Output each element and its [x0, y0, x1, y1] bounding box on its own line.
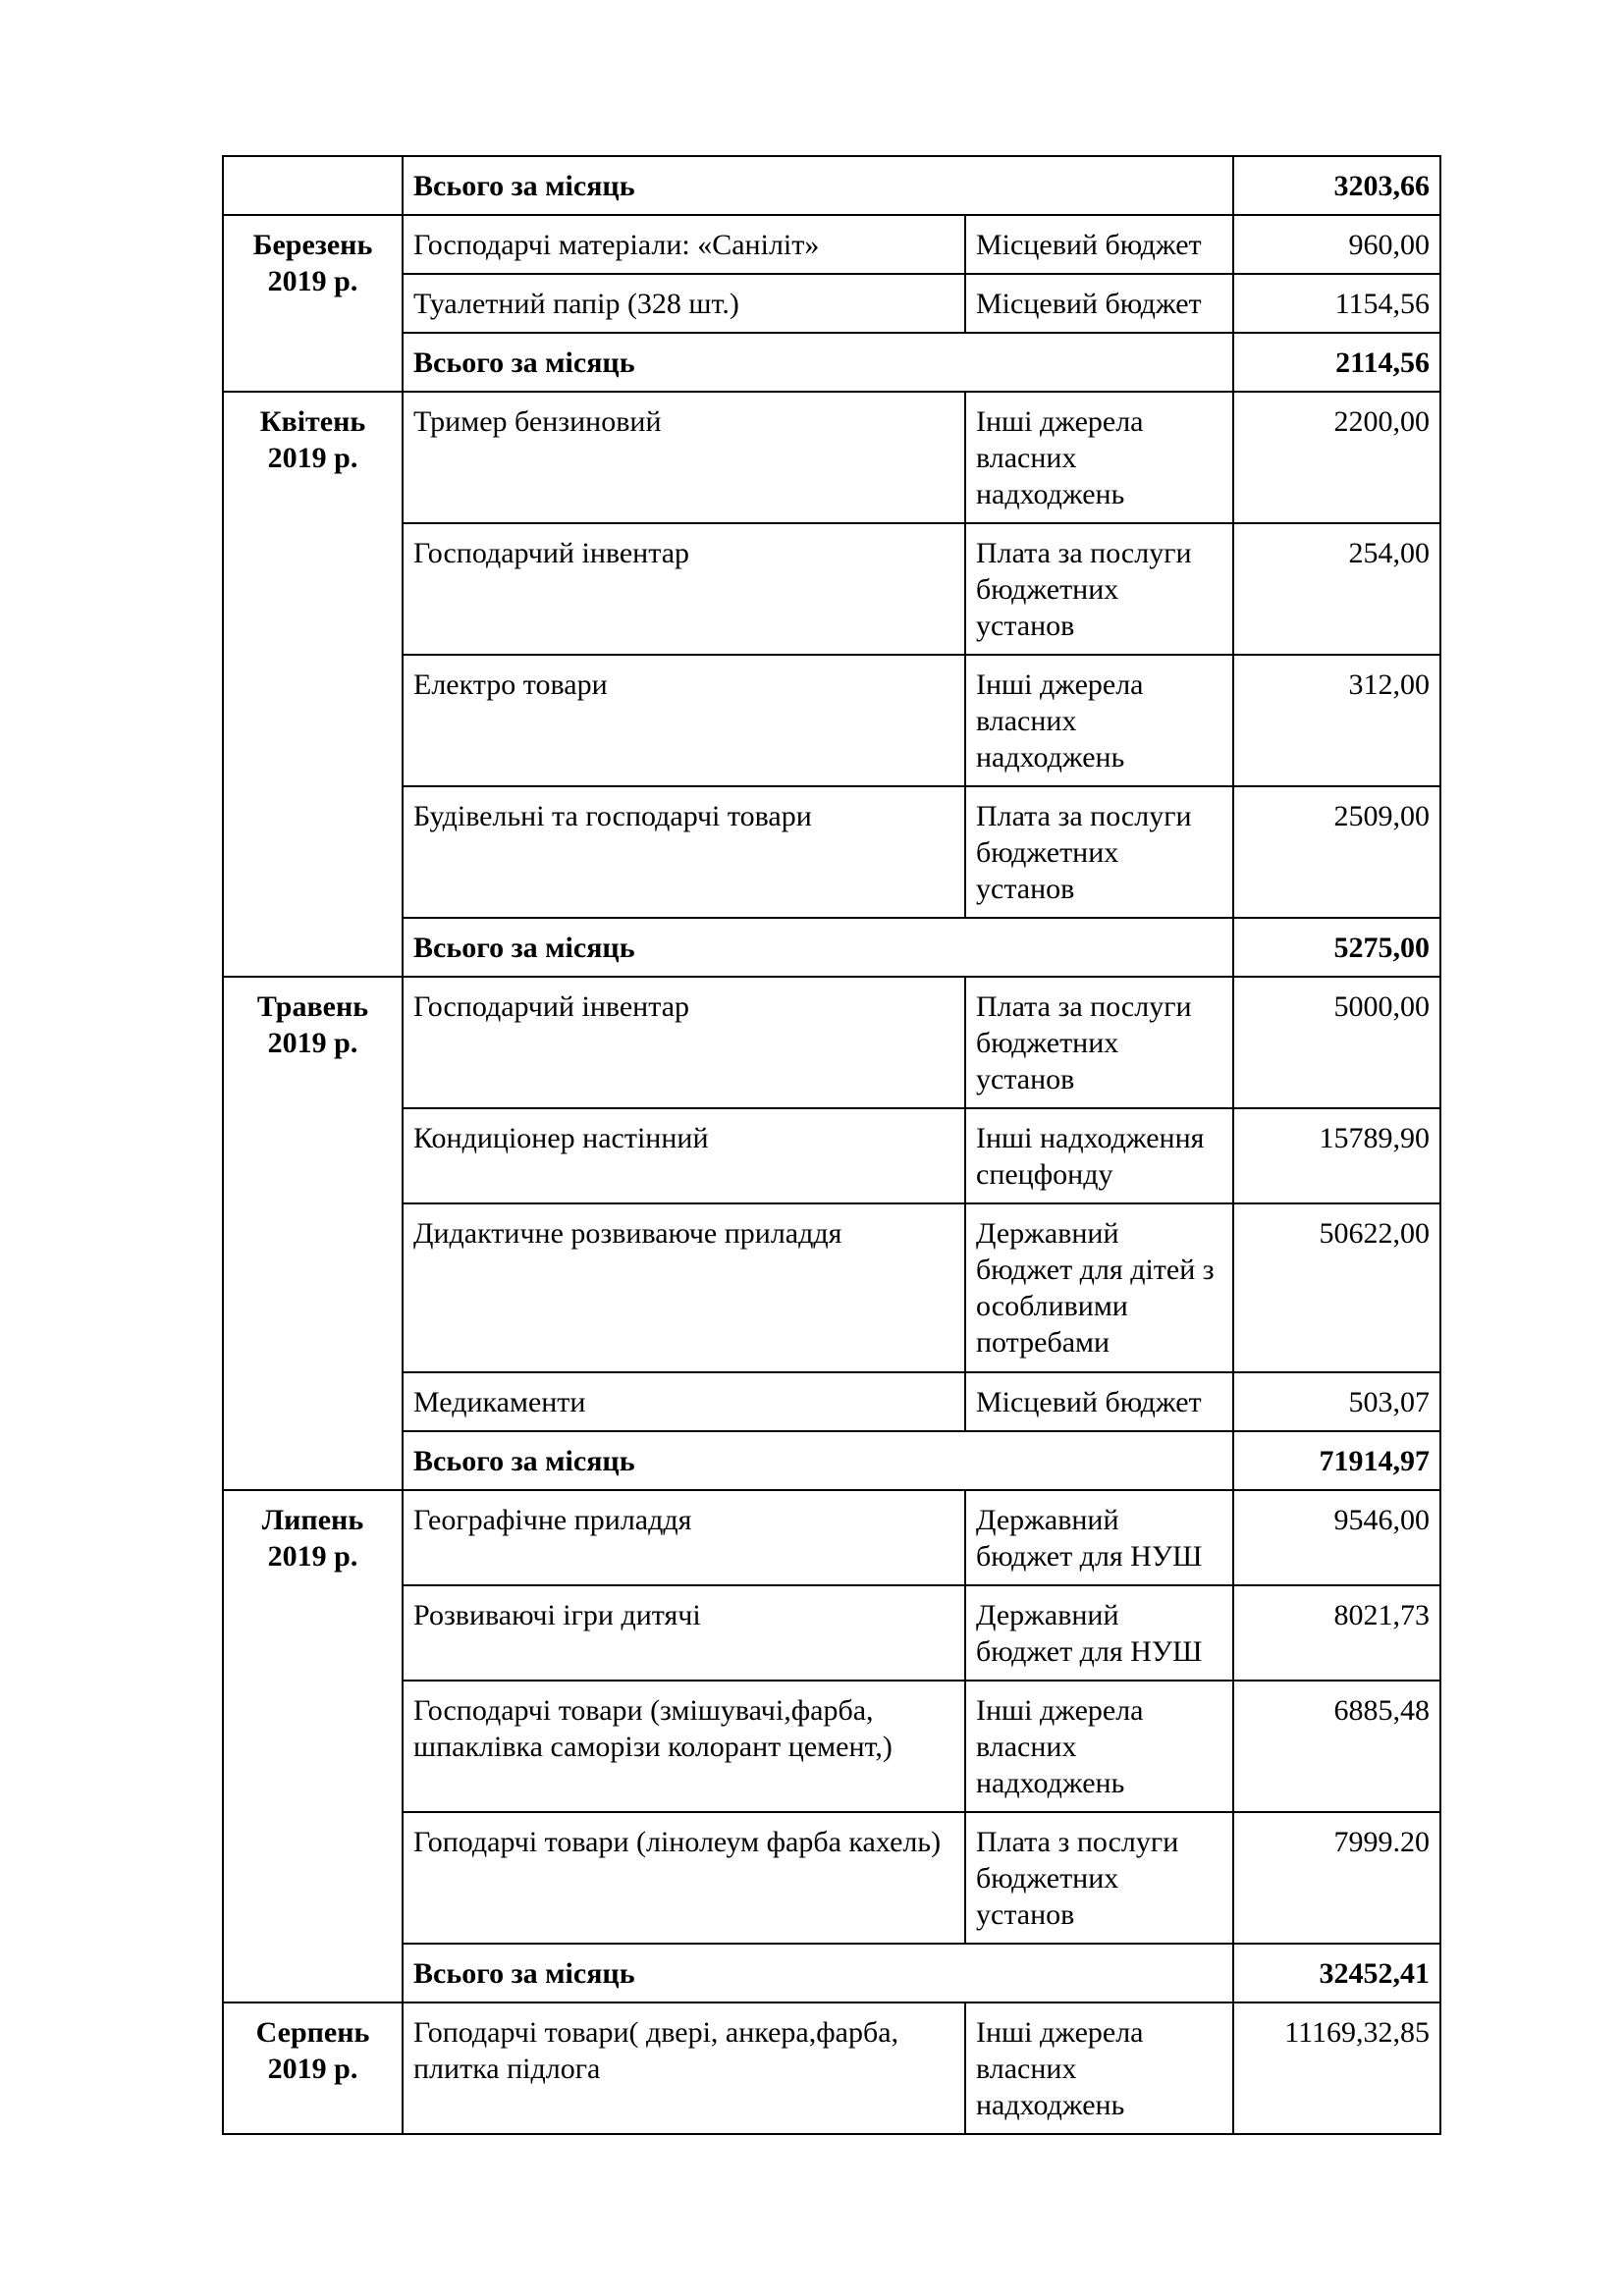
expense-row: [223, 655, 1440, 786]
item-amount: 960,00: [1233, 215, 1440, 274]
expense-row: [223, 1681, 1440, 1812]
item-description: Будівельні та господарчі товари: [403, 786, 965, 918]
expenses-table: [222, 155, 1441, 2135]
item-amount: 503,07: [1233, 1372, 1440, 1431]
item-amount: 7999.20: [1233, 1812, 1440, 1944]
total-amount: 3203,66: [1233, 156, 1440, 215]
item-description: Медикаменти: [403, 1372, 965, 1431]
item-description: Господарчі товари (змішувачі,фарба, шпаклівка саморізи колорант цемент,): [403, 1681, 965, 1812]
month-total-row: [223, 333, 1440, 392]
funding-source: Місцевий бюджет: [965, 274, 1233, 333]
month-total-row: [223, 1944, 1440, 2002]
month-cell: [223, 215, 403, 392]
item-description: Дидактичне розвиваюче приладдя: [403, 1203, 965, 1372]
total-label: Всього за місяць: [403, 1431, 1233, 1490]
month-cell: [223, 1490, 403, 2002]
funding-source: Інші джерела власних надходжень: [965, 2002, 1233, 2134]
expense-row: [223, 392, 1440, 523]
item-description: Гоподарчі товари( двері, анкера,фарба, плитка підлога: [403, 2002, 965, 2134]
funding-source: Державний бюджет для НУШ: [965, 1585, 1233, 1681]
item-amount: 312,00: [1233, 655, 1440, 786]
funding-source: Інші джерела власних надходжень: [965, 1681, 1233, 1812]
funding-source: Плата за послуги бюджетних установ: [965, 786, 1233, 918]
month-total-row: [223, 918, 1440, 977]
month-name: Квітень: [259, 405, 366, 438]
funding-source: Інші джерела власних надходжень: [965, 392, 1233, 523]
expense-row: [223, 1585, 1440, 1681]
expense-row: [223, 786, 1440, 918]
item-description: Кондиціонер настінний: [403, 1108, 965, 1203]
item-description: Тример бензиновий: [403, 392, 965, 523]
total-amount: 32452,41: [1233, 1944, 1440, 2002]
funding-source: Плата з послуги бюджетних установ: [965, 1812, 1233, 1944]
month-year: 2019 р.: [267, 1540, 358, 1573]
item-amount: 254,00: [1233, 523, 1440, 655]
item-amount: 9546,00: [1233, 1490, 1440, 1585]
expense-row: [223, 274, 1440, 333]
expense-row: [223, 2002, 1440, 2134]
month-year: 2019 р.: [267, 1027, 358, 1059]
month-name: Липень: [261, 1504, 364, 1536]
month-cell: [223, 977, 403, 1490]
total-amount: 2114,56: [1233, 333, 1440, 392]
total-label: Всього за місяць: [403, 1944, 1233, 2002]
funding-source: Плата за послуги бюджетних установ: [965, 977, 1233, 1108]
expense-row: [223, 1203, 1440, 1372]
item-amount: 6885,48: [1233, 1681, 1440, 1812]
item-description: Господарчий інвентар: [403, 977, 965, 1108]
expense-row: [223, 1812, 1440, 1944]
expense-row: [223, 1490, 1440, 1585]
expense-row: [223, 1108, 1440, 1203]
funding-source: Місцевий бюджет: [965, 215, 1233, 274]
empty-month-cell: [223, 156, 403, 215]
item-amount: 2200,00: [1233, 392, 1440, 523]
item-amount: 2509,00: [1233, 786, 1440, 918]
expenses-table-body: [223, 156, 1440, 2134]
funding-source: Плата за послуги бюджетних установ: [965, 523, 1233, 655]
funding-source: Інші надходження спецфонду: [965, 1108, 1233, 1203]
item-description: Географічне приладдя: [403, 1490, 965, 1585]
total-amount: 5275,00: [1233, 918, 1440, 977]
item-description: Туалетний папір (328 шт.): [403, 274, 965, 333]
funding-source: Інші джерела власних надходжень: [965, 655, 1233, 786]
month-cell: [223, 2002, 403, 2134]
total-amount: 71914,97: [1233, 1431, 1440, 1490]
item-description: Господарчий інвентар: [403, 523, 965, 655]
month-name: Березень: [252, 229, 373, 261]
item-amount: 15789,90: [1233, 1108, 1440, 1203]
item-description: Гоподарчі товари (лінолеум фарба кахель): [403, 1812, 965, 1944]
item-amount: 11169,32,85: [1233, 2002, 1440, 2134]
item-amount: 1154,56: [1233, 274, 1440, 333]
item-amount: 50622,00: [1233, 1203, 1440, 1372]
total-label: Всього за місяць: [403, 156, 1233, 215]
funding-source: Державний бюджет для НУШ: [965, 1490, 1233, 1585]
funding-source: Місцевий бюджет: [965, 1372, 1233, 1431]
expense-row: [223, 523, 1440, 655]
item-amount: 8021,73: [1233, 1585, 1440, 1681]
expense-row: [223, 977, 1440, 1108]
month-total-row: [223, 1431, 1440, 1490]
item-description: Електро товари: [403, 655, 965, 786]
month-name: Травень: [256, 990, 369, 1023]
expense-row: [223, 215, 1440, 274]
funding-source: Державний бюджет для дітей з особливими потребами: [965, 1203, 1233, 1372]
month-year: 2019 р.: [267, 442, 358, 474]
item-description: Господарчі матеріали: «Саніліт»: [403, 215, 965, 274]
month-year: 2019 р.: [267, 2053, 358, 2085]
item-description: Розвиваючі ігри дитячі: [403, 1585, 965, 1681]
month-cell: [223, 392, 403, 977]
total-label: Всього за місяць: [403, 918, 1233, 977]
month-year: 2019 р.: [267, 265, 358, 297]
month-name: Серпень: [255, 2016, 370, 2049]
top-total-row: [223, 156, 1440, 215]
total-label: Всього за місяць: [403, 333, 1233, 392]
expense-row: [223, 1372, 1440, 1431]
item-amount: 5000,00: [1233, 977, 1440, 1108]
